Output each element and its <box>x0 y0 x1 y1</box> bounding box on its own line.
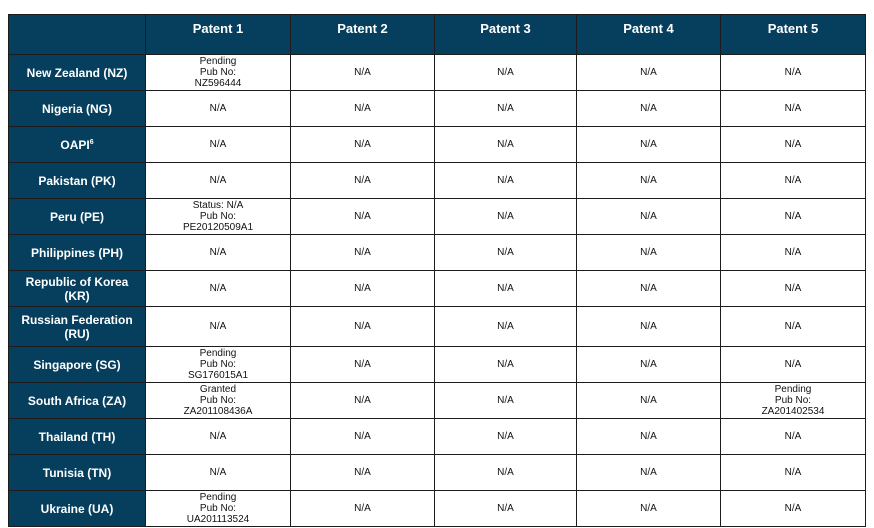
patent-status-cell <box>577 271 721 307</box>
patent-status-cell <box>577 347 721 383</box>
patent-status-cell <box>721 163 866 199</box>
cell-text-line: N/A <box>640 67 657 78</box>
cell-text-line: Pub No: <box>199 503 237 514</box>
patent-status-cell <box>435 55 577 91</box>
cell-text-line: N/A <box>640 175 657 186</box>
patent-status-cell <box>721 91 866 127</box>
country-name: OAPI <box>60 137 90 152</box>
patent-status-cell <box>577 55 721 91</box>
patent-status-cell <box>435 127 577 163</box>
table-row <box>9 491 866 527</box>
patent-status-cell <box>577 235 721 271</box>
patent-status-cell <box>435 199 577 235</box>
cell-text-line: N/A <box>497 247 514 258</box>
cell-text-line: Granted <box>199 384 237 395</box>
country-name: Nigeria (NG) <box>41 101 112 116</box>
cell-text-line: N/A <box>640 247 657 258</box>
table-row <box>9 91 866 127</box>
cell-text-line: N/A <box>354 359 371 370</box>
country-label <box>9 199 146 235</box>
patent-table-container <box>8 14 866 527</box>
cell-text-line: N/A <box>640 321 657 332</box>
patent-status-cell <box>435 307 577 347</box>
patent-status-cell <box>291 347 435 383</box>
cell-text-line: N/A <box>354 283 371 294</box>
cell-text-line: N/A <box>640 467 657 478</box>
cell-text-line: N/A <box>640 503 657 514</box>
patent-status-cell <box>291 91 435 127</box>
country-label <box>9 91 146 127</box>
patent-status-cell <box>721 307 866 347</box>
patent-status-cell <box>291 419 435 455</box>
column-header-patent-3: Patent 3 <box>435 15 577 55</box>
cell-text-line: N/A <box>640 395 657 406</box>
cell-text-line: N/A <box>497 283 514 294</box>
patent-status-cell <box>146 383 291 419</box>
patent-status-cell <box>291 55 435 91</box>
patent-status-cell <box>146 91 291 127</box>
patent-status-cell <box>146 55 291 91</box>
patent-status-cell <box>721 347 866 383</box>
patent-status-cell <box>435 91 577 127</box>
column-header-patent-5: Patent 5 <box>721 15 866 55</box>
cell-text-line: N/A <box>354 503 371 514</box>
country-label <box>9 55 146 91</box>
patent-status-cell <box>577 199 721 235</box>
country-name: New Zealand (NZ) <box>26 65 128 80</box>
patent-status-cell <box>721 127 866 163</box>
table-body <box>9 55 866 527</box>
patent-status-cell <box>146 491 291 527</box>
country-name: Russian Federation (RU) <box>21 312 133 341</box>
cell-text-line: N/A <box>784 321 802 332</box>
patent-status-cell <box>577 307 721 347</box>
country-name: Peru (PE) <box>49 209 104 224</box>
cell-text-line: N/A <box>784 283 802 294</box>
cell-text-line: N/A <box>497 211 514 222</box>
cell-text-line: N/A <box>640 359 657 370</box>
country-label <box>9 347 146 383</box>
patent-status-cell <box>577 163 721 199</box>
table-row <box>9 455 866 491</box>
patent-status-cell <box>146 455 291 491</box>
patent-status-cell <box>291 307 435 347</box>
cell-text-line: N/A <box>784 211 802 222</box>
cell-text-line: SG176015A1 <box>187 370 249 381</box>
cell-text-line: N/A <box>497 359 514 370</box>
patent-status-cell <box>721 55 866 91</box>
cell-text-line: Pub No: <box>199 395 237 406</box>
cell-text-line: N/A <box>497 175 514 186</box>
patent-status-cell <box>146 271 291 307</box>
patent-status-cell <box>721 383 866 419</box>
cell-text-line: N/A <box>209 431 227 442</box>
table-row <box>9 347 866 383</box>
table-row <box>9 127 866 163</box>
patent-status-cell <box>291 199 435 235</box>
cell-text-line: N/A <box>209 321 227 332</box>
patent-status-cell <box>146 419 291 455</box>
patent-status-cell <box>721 491 866 527</box>
cell-text-line: Pub No: <box>199 211 237 222</box>
country-label <box>9 455 146 491</box>
footnote-marker: 6 <box>89 138 94 146</box>
country-name: Republic of Korea (KR) <box>25 274 129 303</box>
column-header-patent-1: Patent 1 <box>146 15 291 55</box>
cell-text-line: Pub No: <box>199 359 237 370</box>
country-name: Philippines (PH) <box>30 245 123 260</box>
country-name: South Africa (ZA) <box>27 393 127 408</box>
patent-status-cell <box>146 163 291 199</box>
patent-status-cell <box>721 455 866 491</box>
table-row <box>9 307 866 347</box>
patent-status-table <box>8 14 866 527</box>
country-name: Singapore (SG) <box>33 357 121 372</box>
patent-status-cell <box>291 235 435 271</box>
cell-text-line: N/A <box>354 103 371 114</box>
patent-status-cell <box>577 91 721 127</box>
table-row <box>9 419 866 455</box>
cell-text-line: N/A <box>497 467 514 478</box>
table-row <box>9 163 866 199</box>
cell-text-line: N/A <box>209 467 227 478</box>
patent-status-cell <box>721 419 866 455</box>
patent-status-cell <box>435 163 577 199</box>
patent-status-cell <box>146 347 291 383</box>
patent-status-cell <box>146 199 291 235</box>
cell-text-line: N/A <box>784 139 802 150</box>
column-header-patent-4: Patent 4 <box>577 15 721 55</box>
cell-text-line: N/A <box>354 67 371 78</box>
cell-text-line: N/A <box>640 103 657 114</box>
country-name: Pakistan (PK) <box>38 173 116 188</box>
country-label <box>9 419 146 455</box>
patent-status-cell <box>435 235 577 271</box>
patent-status-cell <box>435 383 577 419</box>
country-label <box>9 383 146 419</box>
table-row <box>9 235 866 271</box>
country-label <box>9 307 146 347</box>
patent-status-cell <box>291 127 435 163</box>
column-header-patent-2: Patent 2 <box>291 15 435 55</box>
cell-text-line: N/A <box>354 395 371 406</box>
cell-text-line: N/A <box>354 211 371 222</box>
cell-text-line: Status: N/A <box>192 200 244 211</box>
cell-text-line: N/A <box>354 467 371 478</box>
patent-status-cell <box>146 307 291 347</box>
patent-status-cell <box>435 271 577 307</box>
cell-text-line: N/A <box>784 103 802 114</box>
cell-text-line: N/A <box>784 175 802 186</box>
cell-text-line: Pub No: <box>199 67 237 78</box>
country-label <box>9 235 146 271</box>
cell-text-line: N/A <box>784 467 802 478</box>
table-row <box>9 55 866 91</box>
cell-text-line: N/A <box>497 431 514 442</box>
patent-status-cell <box>577 383 721 419</box>
cell-text-line: Pending <box>199 56 237 67</box>
patent-status-cell <box>146 235 291 271</box>
cell-text-line: N/A <box>354 139 371 150</box>
cell-text-line: N/A <box>209 139 227 150</box>
cell-text-line: Pending <box>774 384 812 395</box>
country-name: Thailand (TH) <box>38 429 116 444</box>
cell-text-line: N/A <box>209 247 227 258</box>
cell-text-line: N/A <box>209 283 227 294</box>
cell-text-line: N/A <box>497 139 514 150</box>
cell-text-line: N/A <box>209 175 227 186</box>
patent-status-cell <box>291 271 435 307</box>
cell-text-line: N/A <box>354 175 371 186</box>
country-label <box>9 271 146 307</box>
patent-status-cell <box>435 491 577 527</box>
country-label <box>9 163 146 199</box>
cell-text-line: N/A <box>640 211 657 222</box>
cell-text-line: N/A <box>497 503 514 514</box>
table-row <box>9 271 866 307</box>
cell-text-line: N/A <box>354 431 371 442</box>
patent-status-cell <box>291 383 435 419</box>
cell-text-line: N/A <box>640 431 657 442</box>
patent-status-cell <box>577 419 721 455</box>
cell-text-line: N/A <box>640 283 657 294</box>
cell-text-line: N/A <box>784 431 802 442</box>
cell-text-line: N/A <box>354 247 371 258</box>
cell-text-line: N/A <box>784 67 802 78</box>
cell-text-line: N/A <box>640 139 657 150</box>
table-row <box>9 199 866 235</box>
patent-status-cell <box>721 235 866 271</box>
patent-status-cell <box>435 347 577 383</box>
patent-status-cell <box>291 163 435 199</box>
table-corner-cell <box>9 15 146 55</box>
country-name: Tunisia (TN) <box>42 465 112 480</box>
patent-status-cell <box>577 127 721 163</box>
cell-text-line: Pending <box>199 492 237 503</box>
patent-status-cell <box>291 455 435 491</box>
patent-status-cell <box>435 419 577 455</box>
cell-text-line: N/A <box>784 359 802 370</box>
patent-status-cell <box>577 455 721 491</box>
cell-text-line: N/A <box>497 395 514 406</box>
cell-text-line: N/A <box>497 103 514 114</box>
patent-status-cell <box>577 491 721 527</box>
patent-status-cell <box>721 271 866 307</box>
cell-text-line: N/A <box>354 321 371 332</box>
cell-text-line: N/A <box>784 503 802 514</box>
cell-text-line: NZ596444 <box>194 78 242 89</box>
cell-text-line: Pub No: <box>774 395 812 406</box>
cell-text-line: Pending <box>199 348 237 359</box>
country-label <box>9 127 146 163</box>
cell-text-line: N/A <box>497 321 514 332</box>
country-name: Ukraine (UA) <box>40 501 114 516</box>
cell-text-line: UA201113524 <box>186 514 250 525</box>
cell-text-line: ZA201402534 <box>761 406 825 417</box>
country-label <box>9 491 146 527</box>
patent-status-cell <box>435 455 577 491</box>
table-header-row <box>9 15 866 55</box>
cell-text-line: N/A <box>209 103 227 114</box>
cell-text-line: PE20120509A1 <box>182 222 254 233</box>
table-row <box>9 383 866 419</box>
patent-status-cell <box>291 491 435 527</box>
cell-text-line: N/A <box>497 67 514 78</box>
patent-status-cell <box>146 127 291 163</box>
cell-text-line: N/A <box>784 247 802 258</box>
cell-text-line: ZA201108436A <box>183 406 253 417</box>
patent-status-cell <box>721 199 866 235</box>
